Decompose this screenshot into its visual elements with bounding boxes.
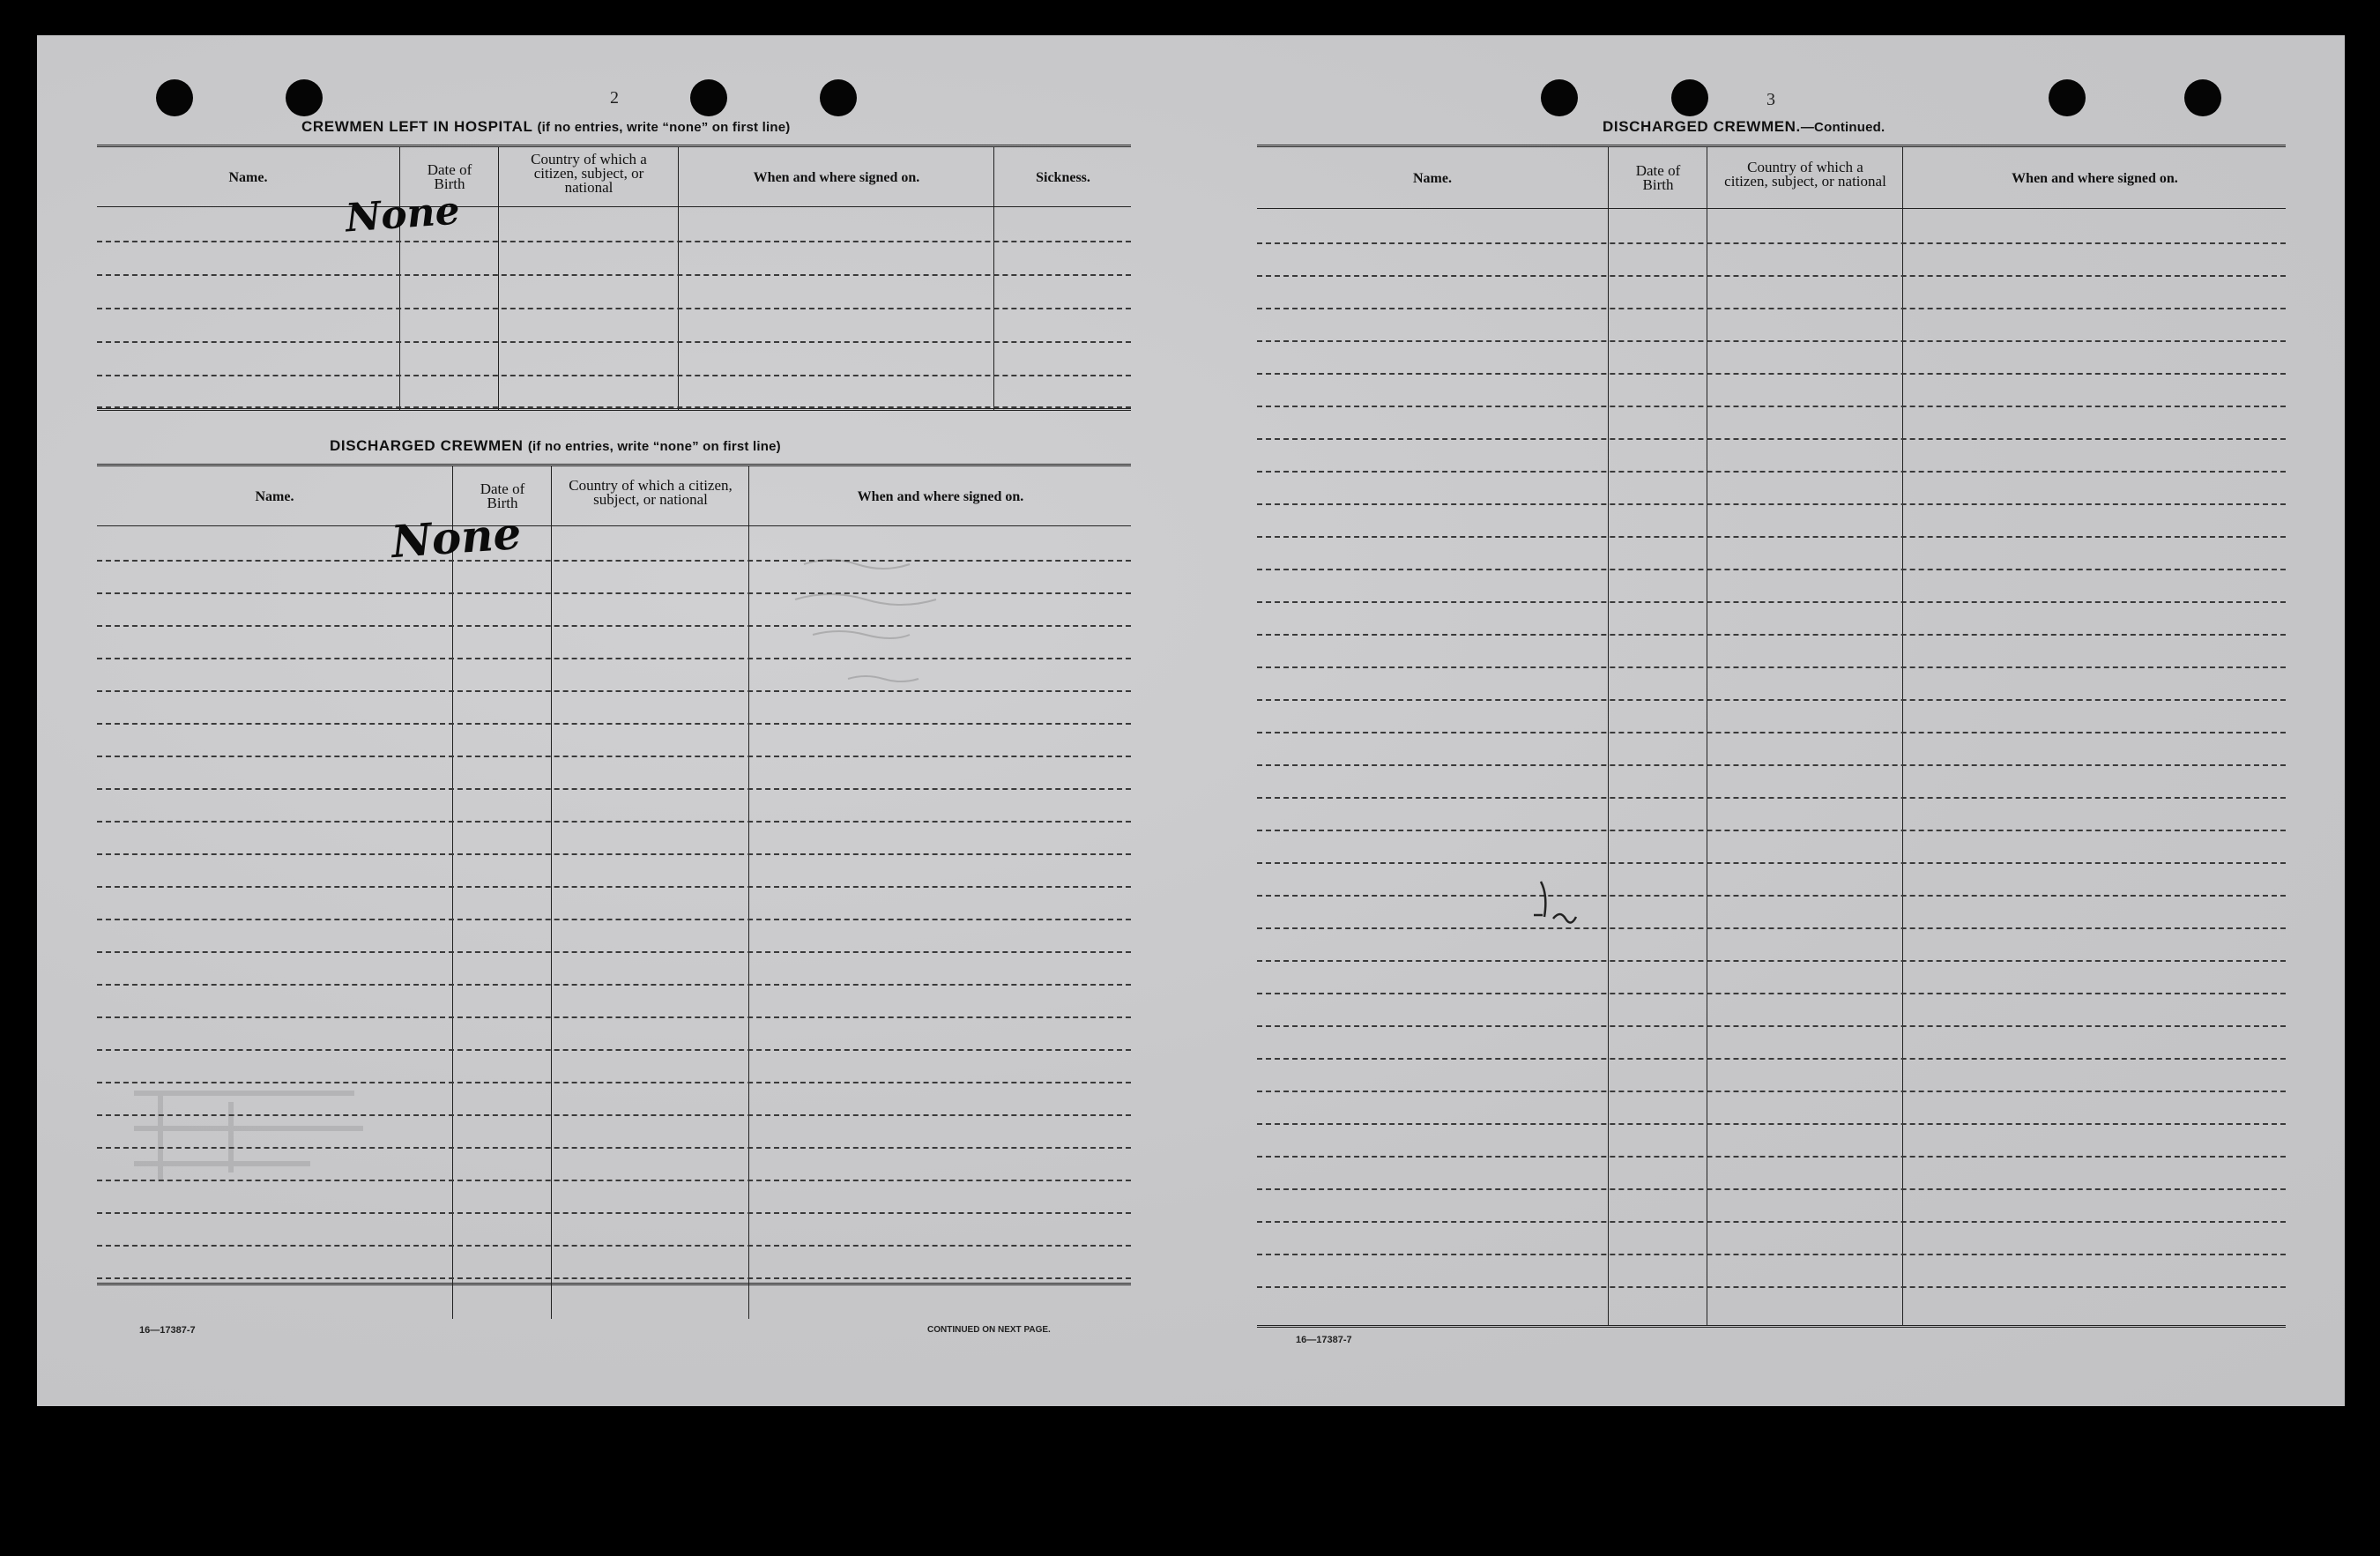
discharged-section-title (330, 437, 781, 455)
col-header-date-of-birth: Date of Birth (480, 480, 525, 511)
ink-mark (1518, 873, 1588, 943)
col-header-date-of-birth: Date of Birth (1635, 162, 1681, 193)
form-number-left: 16—17387-7 (139, 1325, 196, 1336)
handwritten-none-hospital: None (344, 188, 462, 242)
col-header-country: Country of which a citizen, subject, or national (569, 477, 733, 508)
punch-hole (820, 79, 857, 116)
hospital-table-header (97, 147, 1131, 207)
discharged-table-right (1257, 145, 2286, 1326)
col-header-when-where: When and where signed on. (2012, 170, 2178, 186)
col-header-sickness: Sickness. (1036, 169, 1090, 185)
col-header-name: Name. (1413, 170, 1452, 186)
col-header-name: Name. (255, 488, 294, 504)
page-number-left: 2 (610, 88, 619, 108)
handwritten-none-discharged: None (390, 506, 524, 569)
continued-table-rows (1257, 209, 2286, 1326)
hospital-section-title (301, 118, 790, 136)
discharged-title-text: DISCHARGED CREWMEN (330, 437, 524, 454)
col-header-name: Name. (228, 169, 268, 185)
continued-title-suffix: —Continued. (1800, 120, 1885, 135)
punch-hole (156, 79, 193, 116)
discharged-continued-title (1603, 118, 1885, 136)
page-number-right: 3 (1766, 90, 1775, 109)
col-header-when-where: When and where signed on. (753, 169, 920, 185)
col-header-when-where: When and where signed on. (857, 488, 1024, 504)
punch-hole (1671, 79, 1708, 116)
punch-hole (1541, 79, 1578, 116)
hospital-title-note: (if no entries, write “none” on first line) (537, 120, 791, 135)
punch-hole (286, 79, 323, 116)
hospital-table-rows (97, 207, 1131, 411)
faint-bleedthrough (125, 1076, 407, 1208)
continued-title-text: DISCHARGED CREWMEN. (1603, 118, 1801, 135)
discharged-table-header (97, 466, 1131, 526)
punch-hole (690, 79, 727, 116)
faint-bleedthrough (786, 538, 1104, 732)
col-header-date-of-birth: Date of Birth (427, 161, 472, 192)
col-header-country: Country of which a citizen, subject, or national (531, 151, 647, 196)
continued-note: CONTINUED ON NEXT PAGE. (927, 1325, 1051, 1335)
document-sheet (37, 35, 2345, 1406)
form-number-right: 16—17387-7 (1296, 1335, 1352, 1345)
continued-table-header (1257, 147, 2286, 209)
punch-hole (2049, 79, 2086, 116)
col-header-country: Country of which a citizen, subject, or national (1724, 159, 1886, 190)
discharged-title-note: (if no entries, write “none” on first line) (527, 439, 781, 454)
hospital-title-text: CREWMEN LEFT IN HOSPITAL (301, 118, 533, 135)
punch-hole (2184, 79, 2221, 116)
hospital-table (97, 145, 1131, 411)
